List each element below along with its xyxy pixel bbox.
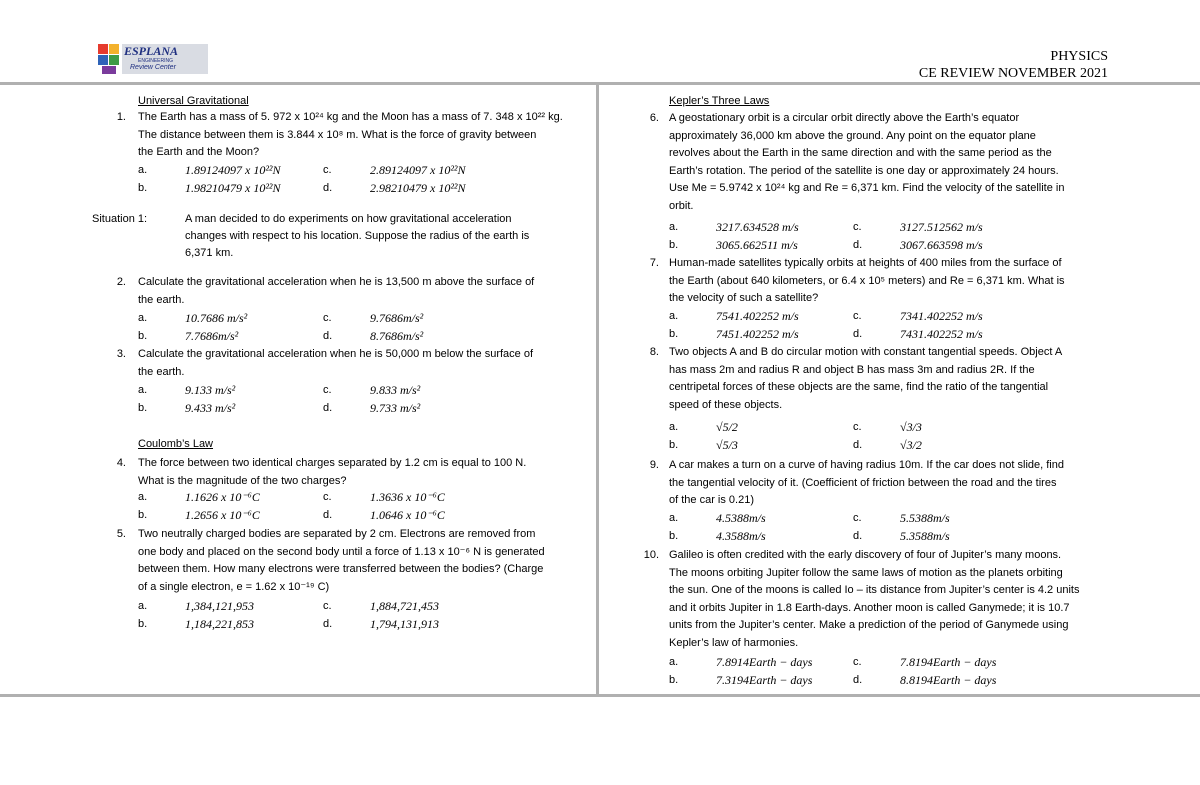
q2-letter-d: d. xyxy=(323,329,333,342)
q8-letter-a: a. xyxy=(669,421,679,433)
q3-letter-b: b. xyxy=(138,401,148,414)
q5-letter-d: d. xyxy=(323,617,333,630)
q1-text-line-3: the Earth and the Moon? xyxy=(138,146,260,159)
q3-option-c: 9.833 m/s² xyxy=(370,383,421,397)
q10-text-line-1: Galileo is often credited with the early discovery of four of Jupiter’s many moons. xyxy=(669,549,1062,561)
q7-letter-d: d. xyxy=(853,327,863,340)
q7-letter-c: c. xyxy=(853,310,862,322)
q8-text-line-2: has mass 2m and radius R and object B has mass 3m and radius 2R. If the xyxy=(669,363,1035,376)
q5-option-c: 1,884,721,453 xyxy=(370,599,439,613)
q10-letter-c: c. xyxy=(853,656,862,668)
q4-number: 4. xyxy=(116,457,126,469)
q6-number: 6. xyxy=(649,112,659,124)
q4-text-line-2: What is the magnitude of the two charges? xyxy=(138,474,347,487)
situation-line-1: A man decided to do experiments on how gravitational acceleration xyxy=(185,213,512,225)
q3-letter-a: a. xyxy=(138,384,148,396)
q4-text-line-1: The force between two identical charges separated by 1.2 cm is equal to 100 N. xyxy=(138,457,527,469)
q6-text-line-1: A geostationary orbit is a circular orbit directly above the Earth’s equator xyxy=(669,112,1020,124)
q3-text-line-2: the earth. xyxy=(138,365,185,378)
q6-letter-c: c. xyxy=(853,221,862,233)
q2-option-c: 9.7686m/s² xyxy=(370,311,424,325)
q7-text-line-1: Human-made satellites typically orbits at heights of 400 miles from the surface of xyxy=(669,257,1062,269)
situation-line-3: 6,371 km. xyxy=(185,247,234,259)
q1-option-d: 2.98210479 x 10²²N xyxy=(370,180,466,195)
q1-text-line-1: The Earth has a mass of 5. 972 x 10²⁴ kg and the Moon has a mass of 7. 348 x 10²² kg. xyxy=(138,111,563,123)
q10-letter-b: b. xyxy=(669,673,679,686)
q2-option-a: 10.7686 m/s² xyxy=(185,311,248,325)
q7-letter-b: b. xyxy=(669,327,679,340)
q6-text-line-5: Use Me = 5.9742 x 10²⁴ kg and Re = 6,371 km. Find the velocity of the satellite in xyxy=(669,182,1065,195)
q5-text-line-2: one body and placed on the second body until a force of 1.13 x 10⁻⁶ N is generated xyxy=(138,545,545,558)
q2-letter-b: b. xyxy=(138,329,148,342)
q4-letter-a: a. xyxy=(138,491,148,503)
q4-option-d: 1.0646 x 10⁻⁶C xyxy=(370,507,445,522)
q9-option-c: 5.5388m/s xyxy=(900,511,950,525)
q10-number: 10. xyxy=(643,549,659,561)
q2-letter-c: c. xyxy=(323,312,332,324)
section-universal-gravitational: Universal Gravitational xyxy=(138,95,249,107)
q10-text-line-6: Kepler’s law of harmonies. xyxy=(669,637,799,649)
q9-letter-a: a. xyxy=(669,512,679,524)
q6-text-line-4: Earth’s rotation. The period of the satellite is one day or approximately 24 hours. xyxy=(669,164,1059,177)
q8-option-d: √3/2 xyxy=(900,437,922,452)
q5-letter-a: a. xyxy=(138,600,148,612)
q6-text-line-3: revolves about the Earth in the same direction and with the same period as the xyxy=(669,147,1052,160)
situation-line-2: changes with respect to his location. Suppose the radius of the earth is xyxy=(185,230,530,242)
q9-text-line-1: A car makes a turn on a curve of having radius 10m. If the car does not slide, find xyxy=(669,459,1064,471)
q2-option-b: 7.7686m/s² xyxy=(185,328,239,343)
q10-text-line-5: units from the Jupiter’s center. Make a prediction of the period of Ganymede using xyxy=(669,619,1069,632)
q3-text-line-1: Calculate the gravitational acceleration when he is 50,000 m below the surface of xyxy=(138,348,534,360)
q4-option-a: 1.1626 x 10⁻⁶C xyxy=(185,490,260,504)
q5-option-d: 1,794,131,913 xyxy=(370,616,439,631)
subject-title: PHYSICS xyxy=(1050,49,1108,64)
q4-letter-c: c. xyxy=(323,491,332,503)
q7-letter-a: a. xyxy=(669,310,679,322)
q8-number: 8. xyxy=(649,346,659,358)
q1-letter-c: c. xyxy=(323,164,332,176)
q7-option-d: 7431.402252 m/s xyxy=(900,326,983,341)
q4-letter-d: d. xyxy=(323,508,333,521)
q9-option-a: 4.5388m/s xyxy=(716,511,766,525)
q8-letter-c: c. xyxy=(853,421,862,433)
q5-option-b: 1,184,221,853 xyxy=(185,616,254,631)
q10-option-c: 7.8194Earth − days xyxy=(900,655,997,669)
situation-label: Situation 1: xyxy=(92,213,148,225)
section-keplers-three-laws: Kepler’s Three Laws xyxy=(669,95,770,107)
logo-text: ESPLANA xyxy=(124,44,179,58)
q3-option-b: 9.433 m/s² xyxy=(185,400,236,415)
q4-option-c: 1.3636 x 10⁻⁶C xyxy=(370,490,445,504)
q1-option-a: 1.89124097 x 10²²N xyxy=(185,163,281,177)
q10-text-line-2: The moons orbiting Jupiter follow the same laws of motion as the planets orbiting xyxy=(669,566,1063,579)
q9-text-line-2: the tangential velocity of it. (Coefficient of friction between the road and the tires xyxy=(669,476,1057,489)
q1-text-line-2: The distance between them is 3.844 x 10⁸ m. What is the force of gravity between xyxy=(138,128,537,141)
q8-text-line-1: Two objects A and B do circular motion with constant tangential speeds. Object A xyxy=(669,346,1063,358)
q1-letter-b: b. xyxy=(138,181,148,194)
q1-letter-a: a. xyxy=(138,164,148,176)
q3-option-d: 9.733 m/s² xyxy=(370,400,421,415)
q10-option-b: 7.3194Earth − days xyxy=(716,672,813,687)
q8-text-line-4: speed of these objects. xyxy=(669,398,783,411)
q6-option-a: 3217.634528 m/s xyxy=(716,220,799,234)
q5-text-line-3: between them. How many electrons were transferred between the bodies? (Charge xyxy=(138,563,544,576)
q9-option-d: 5.3588m/s xyxy=(900,528,950,543)
logo-subtitle: ENGINEERING xyxy=(138,58,174,64)
q9-number: 9. xyxy=(649,459,659,471)
q5-option-a: 1,384,121,953 xyxy=(185,599,254,613)
q8-letter-b: b. xyxy=(669,438,679,451)
q1-option-c: 2.89124097 x 10²²N xyxy=(370,163,466,177)
q4-option-b: 1.2656 x 10⁻⁶C xyxy=(185,507,260,522)
q7-number: 7. xyxy=(649,257,659,269)
q8-option-b: √5/3 xyxy=(716,437,738,452)
q1-option-b: 1.98210479 x 10²²N xyxy=(185,180,281,195)
section-coulombs-law: Coulomb’s Law xyxy=(138,438,214,450)
q9-letter-c: c. xyxy=(853,512,862,524)
q9-letter-b: b. xyxy=(669,529,679,542)
q8-text-line-3: centripetal forces of these objects are the same, find the ratio of the tangential xyxy=(669,381,1049,394)
q6-letter-a: a. xyxy=(669,221,679,233)
q2-letter-a: a. xyxy=(138,312,148,324)
logo-tagline: Review Center xyxy=(130,64,176,71)
q3-letter-d: d. xyxy=(323,401,333,414)
q10-letter-d: d. xyxy=(853,673,863,686)
q10-letter-a: a. xyxy=(669,656,679,668)
q10-option-a: 7.8914Earth − days xyxy=(716,655,813,669)
q6-letter-d: d. xyxy=(853,238,863,251)
top-rule xyxy=(0,82,1200,85)
q3-letter-c: c. xyxy=(323,384,332,396)
q8-letter-d: d. xyxy=(853,438,863,451)
q2-text-line-2: the earth. xyxy=(138,293,185,306)
q9-letter-d: d. xyxy=(853,529,863,542)
q5-text-line-1: Two neutrally charged bodies are separated by 2 cm. Electrons are removed from xyxy=(138,528,536,540)
q9-text-line-3: of the car is 0.21) xyxy=(669,494,754,507)
q5-number: 5. xyxy=(116,528,126,540)
esplana-logo xyxy=(98,40,210,76)
q7-option-b: 7451.402252 m/s xyxy=(716,326,799,341)
q5-letter-c: c. xyxy=(323,600,332,612)
q6-text-line-2: approximately 36,000 km above the ground. Any point on the equator plane xyxy=(669,129,1036,142)
q10-text-line-4: and it orbits Jupiter in 1.8 Earth-days. Another moon is called Ganymede; it is 10.7 xyxy=(669,601,1070,614)
q6-text-line-6: orbit. xyxy=(669,200,694,212)
q7-option-a: 7541.402252 m/s xyxy=(716,309,799,323)
column-divider xyxy=(596,84,599,695)
q8-option-a: √5/2 xyxy=(716,420,738,434)
q10-text-line-3: the sun. One of the moons is called Io – its distance from Jupiter’s center is 4.2 units xyxy=(669,584,1080,597)
q3-option-a: 9.133 m/s² xyxy=(185,383,236,397)
q7-text-line-3: the velocity of such a satellite? xyxy=(669,292,819,305)
q5-text-line-4: of a single electron, e = 1.62 x 10⁻¹⁹ C) xyxy=(138,580,330,593)
q2-option-d: 8.7686m/s² xyxy=(370,328,424,343)
q6-option-b: 3065.662511 m/s xyxy=(716,237,798,252)
q6-option-c: 3127.512562 m/s xyxy=(900,220,983,234)
q3-number: 3. xyxy=(116,348,126,360)
bottom-rule xyxy=(0,694,1200,697)
exam-title: CE REVIEW NOVEMBER 2021 xyxy=(918,66,1108,81)
q6-letter-b: b. xyxy=(669,238,679,251)
q7-text-line-2: the Earth (about 640 kilometers, or 6.4 x 10⁵ meters) and Re = 6,371 km. What is xyxy=(669,274,1065,287)
q10-option-d: 8.8194Earth − days xyxy=(900,672,997,687)
q1-number: 1. xyxy=(116,111,126,123)
q1-letter-d: d. xyxy=(323,181,333,194)
q2-text-line-1: Calculate the gravitational acceleration when he is 13,500 m above the surface of xyxy=(138,276,535,288)
q2-number: 2. xyxy=(116,276,126,288)
q6-option-d: 3067.663598 m/s xyxy=(900,237,983,252)
q7-option-c: 7341.402252 m/s xyxy=(900,309,983,323)
q4-letter-b: b. xyxy=(138,508,148,521)
q5-letter-b: b. xyxy=(138,617,148,630)
q9-option-b: 4.3588m/s xyxy=(716,528,766,543)
q8-option-c: √3/3 xyxy=(900,420,922,434)
